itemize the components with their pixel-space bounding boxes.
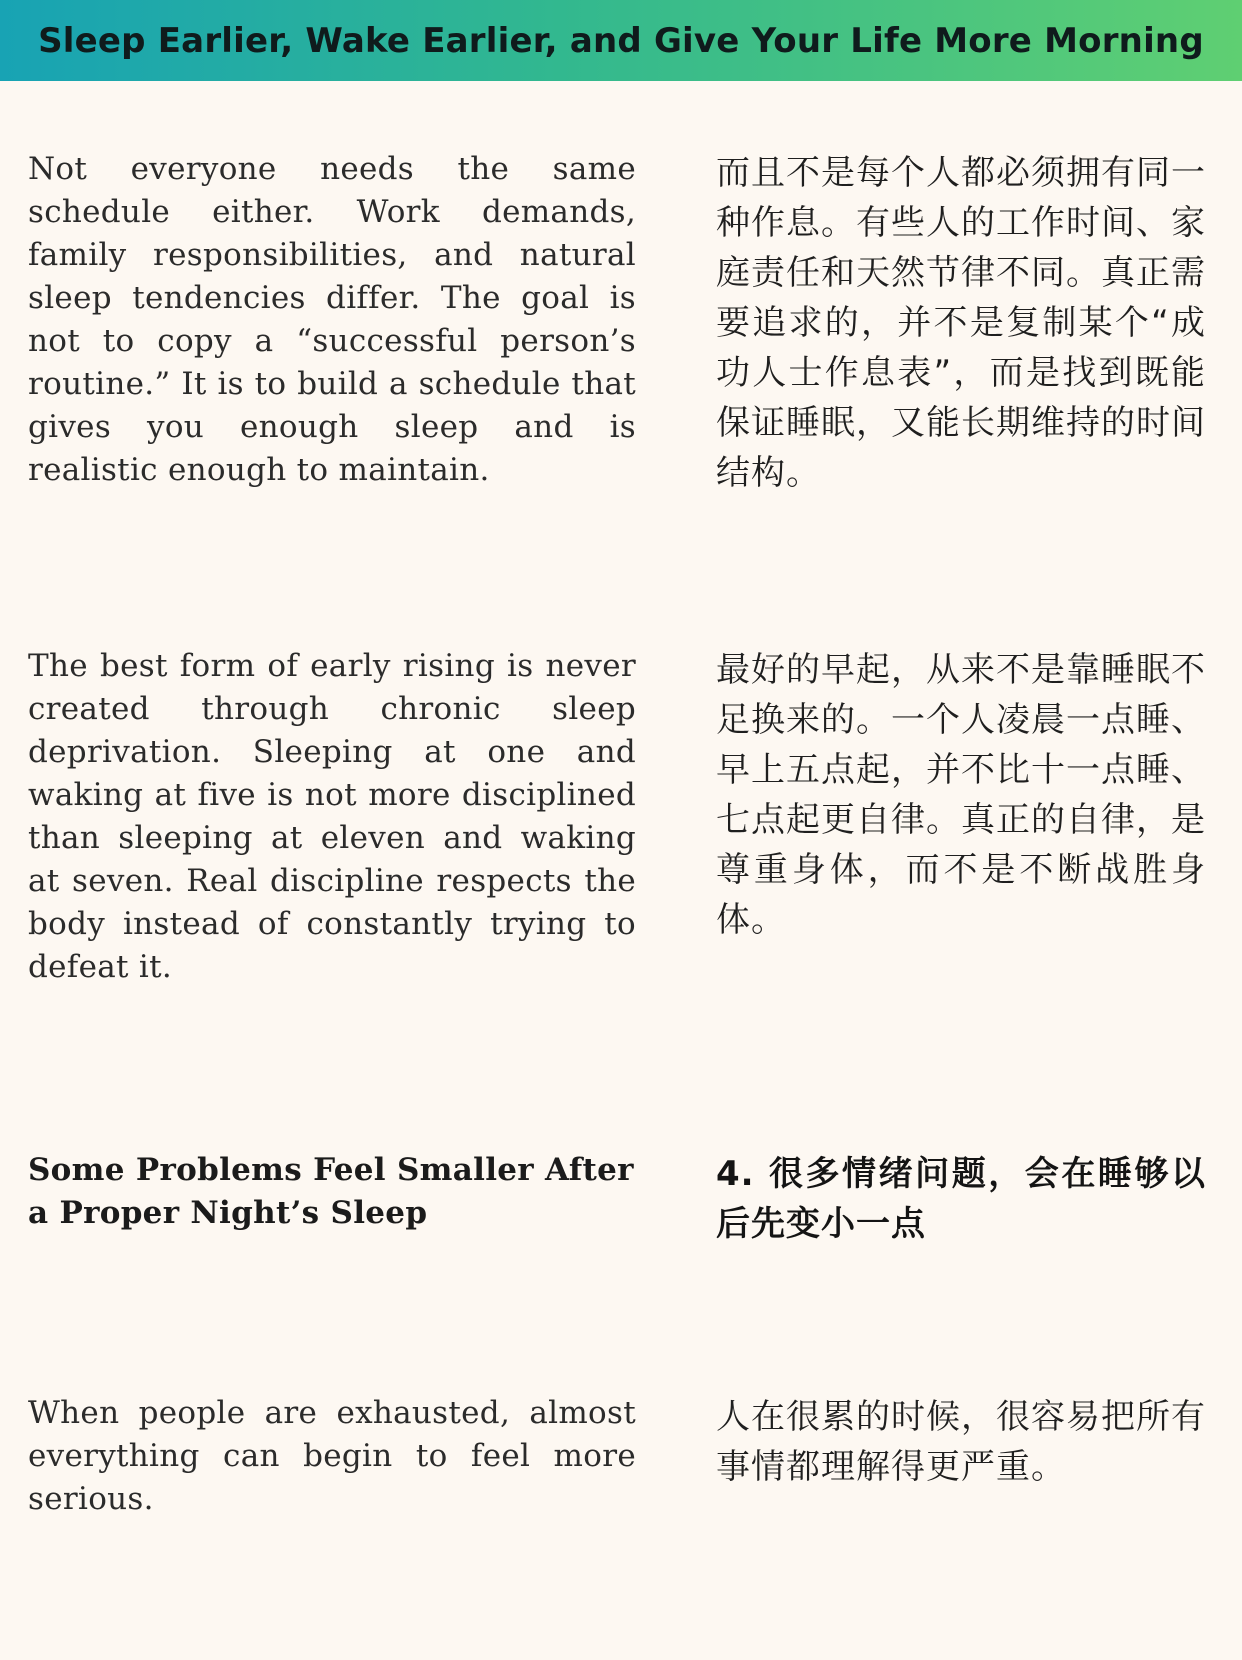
paragraph-chinese-exhausted: 人在很累的时候，很容易把所有事情都理解得更严重。 <box>716 1397 1206 1487</box>
page-title: Sleep Earlier, Wake Earlier, and Give Your Life More Morning <box>38 20 1204 61</box>
paragraph-english-early-rising: The best form of early rising is never created through chronic sleep deprivation. Sleeping at one and waking at five is not more disciplined than sleeping at eleven and waking at seven. Real discipline respects the body instead of constantly trying to defeat it. <box>28 648 636 985</box>
paragraph-chinese-schedule: 而且不是每个人都必须拥有同一种作息。有些人的工作时间、家庭责任和天然节律不同。真正需要追求的，并不是复制某个“成功人士作息表”，而是找到既能保证睡眠，又能长期维持的时间结构。 <box>716 153 1206 493</box>
header-banner <box>0 0 1242 81</box>
paragraph-chinese-early-rising: 最好的早起，从来不是靠睡眠不足换来的。一个人凌晨一点睡、早上五点起，并不比十一点睡、七点起更自律。真正的自律，是尊重身体，而不是不断战胜身体。 <box>716 650 1206 940</box>
section-heading-chinese: 4. 很多情绪问题，会在睡够以后先变小一点 <box>716 1154 1206 1244</box>
paragraph-english-schedule: Not everyone needs the same schedule either. Work demands, family responsibilities, and natural sleep tendencies differ. The goal is not to copy a “successful person’s routine.” It is to build a schedule that gives you enough sleep and is realistic enough to maintain. <box>28 151 636 488</box>
paragraph-english-exhausted: When people are exhausted, almost everything can begin to feel more serious. <box>28 1395 636 1517</box>
section-heading-english: Some Problems Feel Smaller After a Proper Night’s Sleep <box>28 1152 634 1231</box>
